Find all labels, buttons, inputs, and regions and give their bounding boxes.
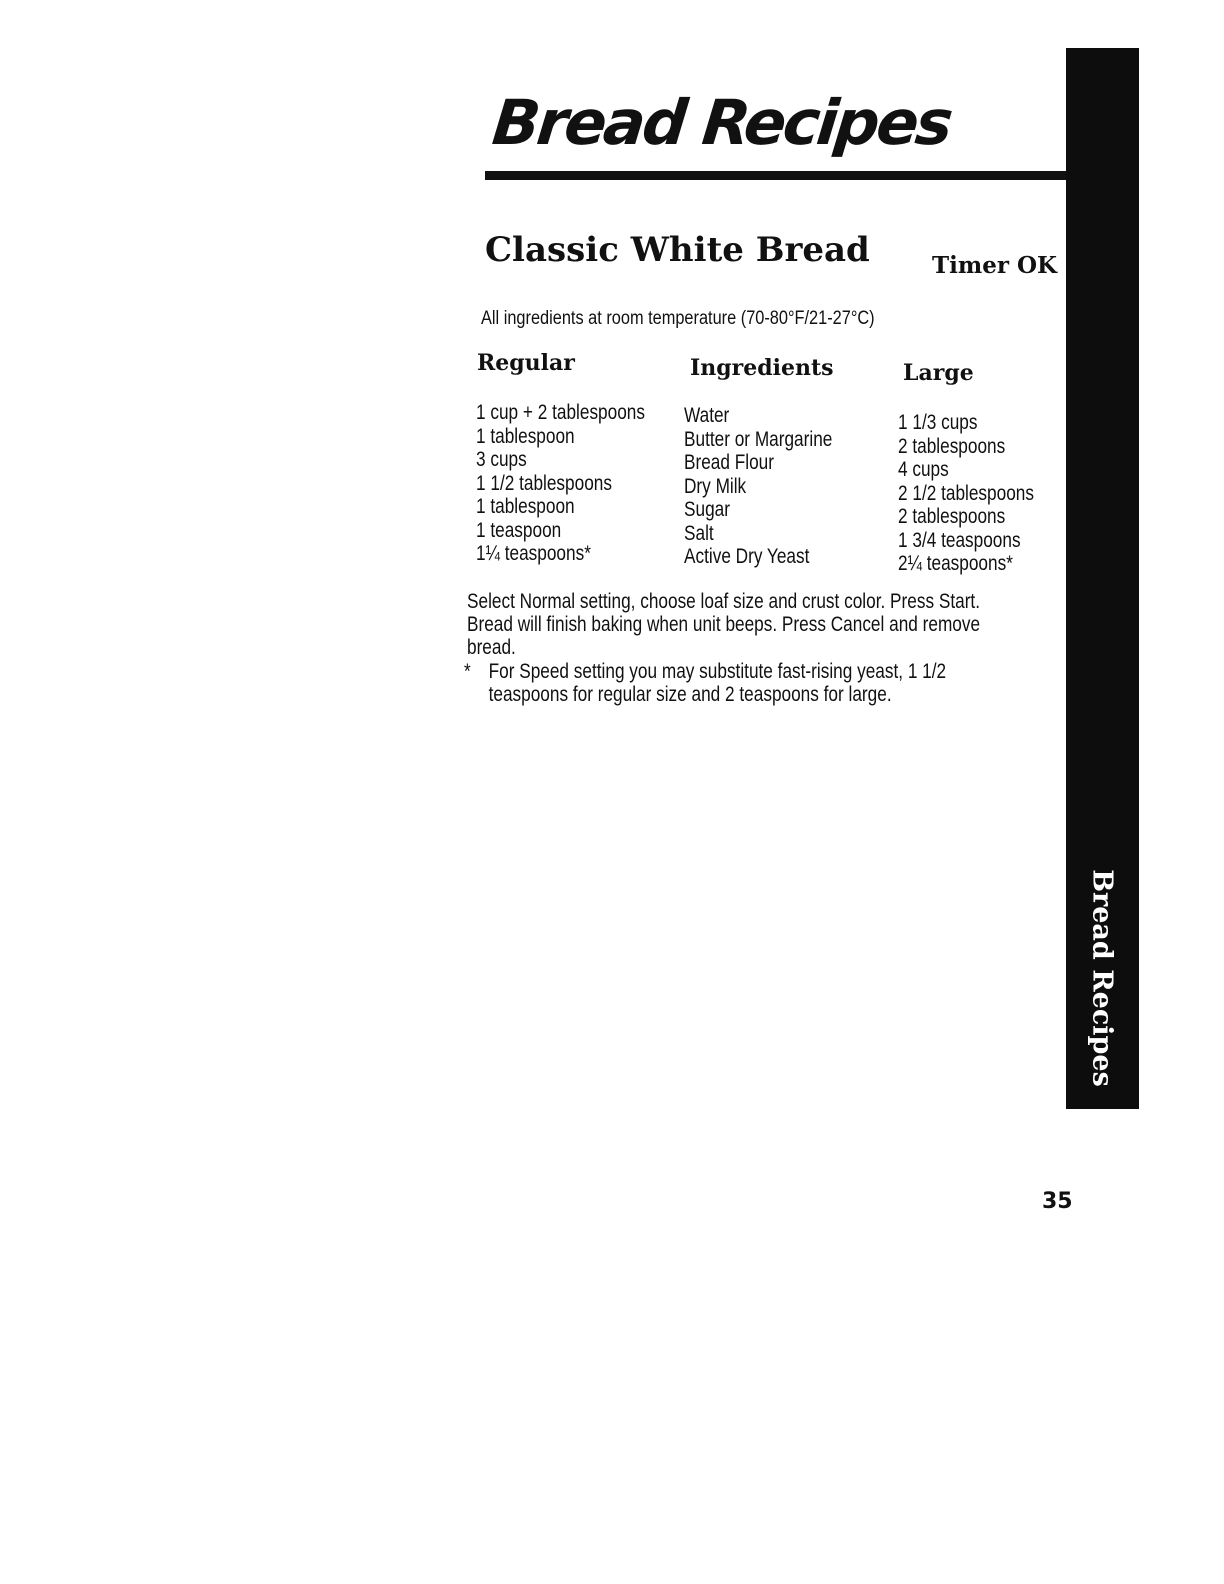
list-item: 1 tablespoon xyxy=(476,424,575,448)
list-item: 1 3/4 teaspoons xyxy=(898,528,1021,552)
list-item: 1¼ teaspoons* xyxy=(476,542,591,565)
instructions-paragraph: Select Normal setting, choose loaf size and crust color. Press Start. Bread will finish baking when unit beeps. Press Cancel and remove bread. xyxy=(467,590,981,659)
timer-ok-label: Timer OK xyxy=(932,252,1057,279)
ingredients-list xyxy=(684,404,832,569)
list-item: Bread Flour xyxy=(684,451,774,474)
footnote xyxy=(464,660,1005,706)
list-item: 4 cups xyxy=(898,458,949,481)
column-heading-regular: Regular xyxy=(477,350,575,376)
regular-amounts-list xyxy=(476,401,645,566)
list-item: 2 1/2 tablespoons xyxy=(898,481,1034,505)
list-item: Sugar xyxy=(684,498,730,521)
footnote-text: For Speed setting you may substitute fast-rising yeast, 1 1/2 teaspoons for regular size and 2 teaspoons for large. xyxy=(488,660,947,706)
heading-rule xyxy=(485,171,1092,180)
column-heading-large: Large xyxy=(903,360,974,386)
temperature-note: All ingredients at room temperature (70-80°F/21-27°C) xyxy=(481,308,875,329)
list-item: 1 cup + 2 tablespoons xyxy=(476,401,645,424)
list-item: Active Dry Yeast xyxy=(684,545,810,568)
list-item: Salt xyxy=(684,521,714,545)
footnote-mark: * xyxy=(464,660,471,683)
list-item: Butter or Margarine xyxy=(684,427,833,451)
list-item: Water xyxy=(684,404,730,427)
list-item: 1 1/2 tablespoons xyxy=(476,471,612,495)
list-item: 3 cups xyxy=(476,448,527,471)
list-item: 2 tablespoons xyxy=(898,434,1006,458)
list-item: 2 tablespoons xyxy=(898,505,1006,528)
side-tab-label: Bread Recipes xyxy=(1086,869,1118,1087)
list-item: 2¼ teaspoons* xyxy=(898,552,1013,575)
page-number: 35 xyxy=(1042,1189,1073,1214)
list-item: 1 1/3 cups xyxy=(898,411,978,434)
list-item: 1 tablespoon xyxy=(476,495,575,518)
list-item: 1 teaspoon xyxy=(476,518,562,542)
page-heading: Bread Recipes xyxy=(489,86,954,159)
column-heading-ingredients: Ingredients xyxy=(690,355,834,381)
list-item: Dry Milk xyxy=(684,474,747,498)
large-amounts-list xyxy=(898,411,1034,576)
recipe-title: Classic White Bread xyxy=(485,230,870,270)
